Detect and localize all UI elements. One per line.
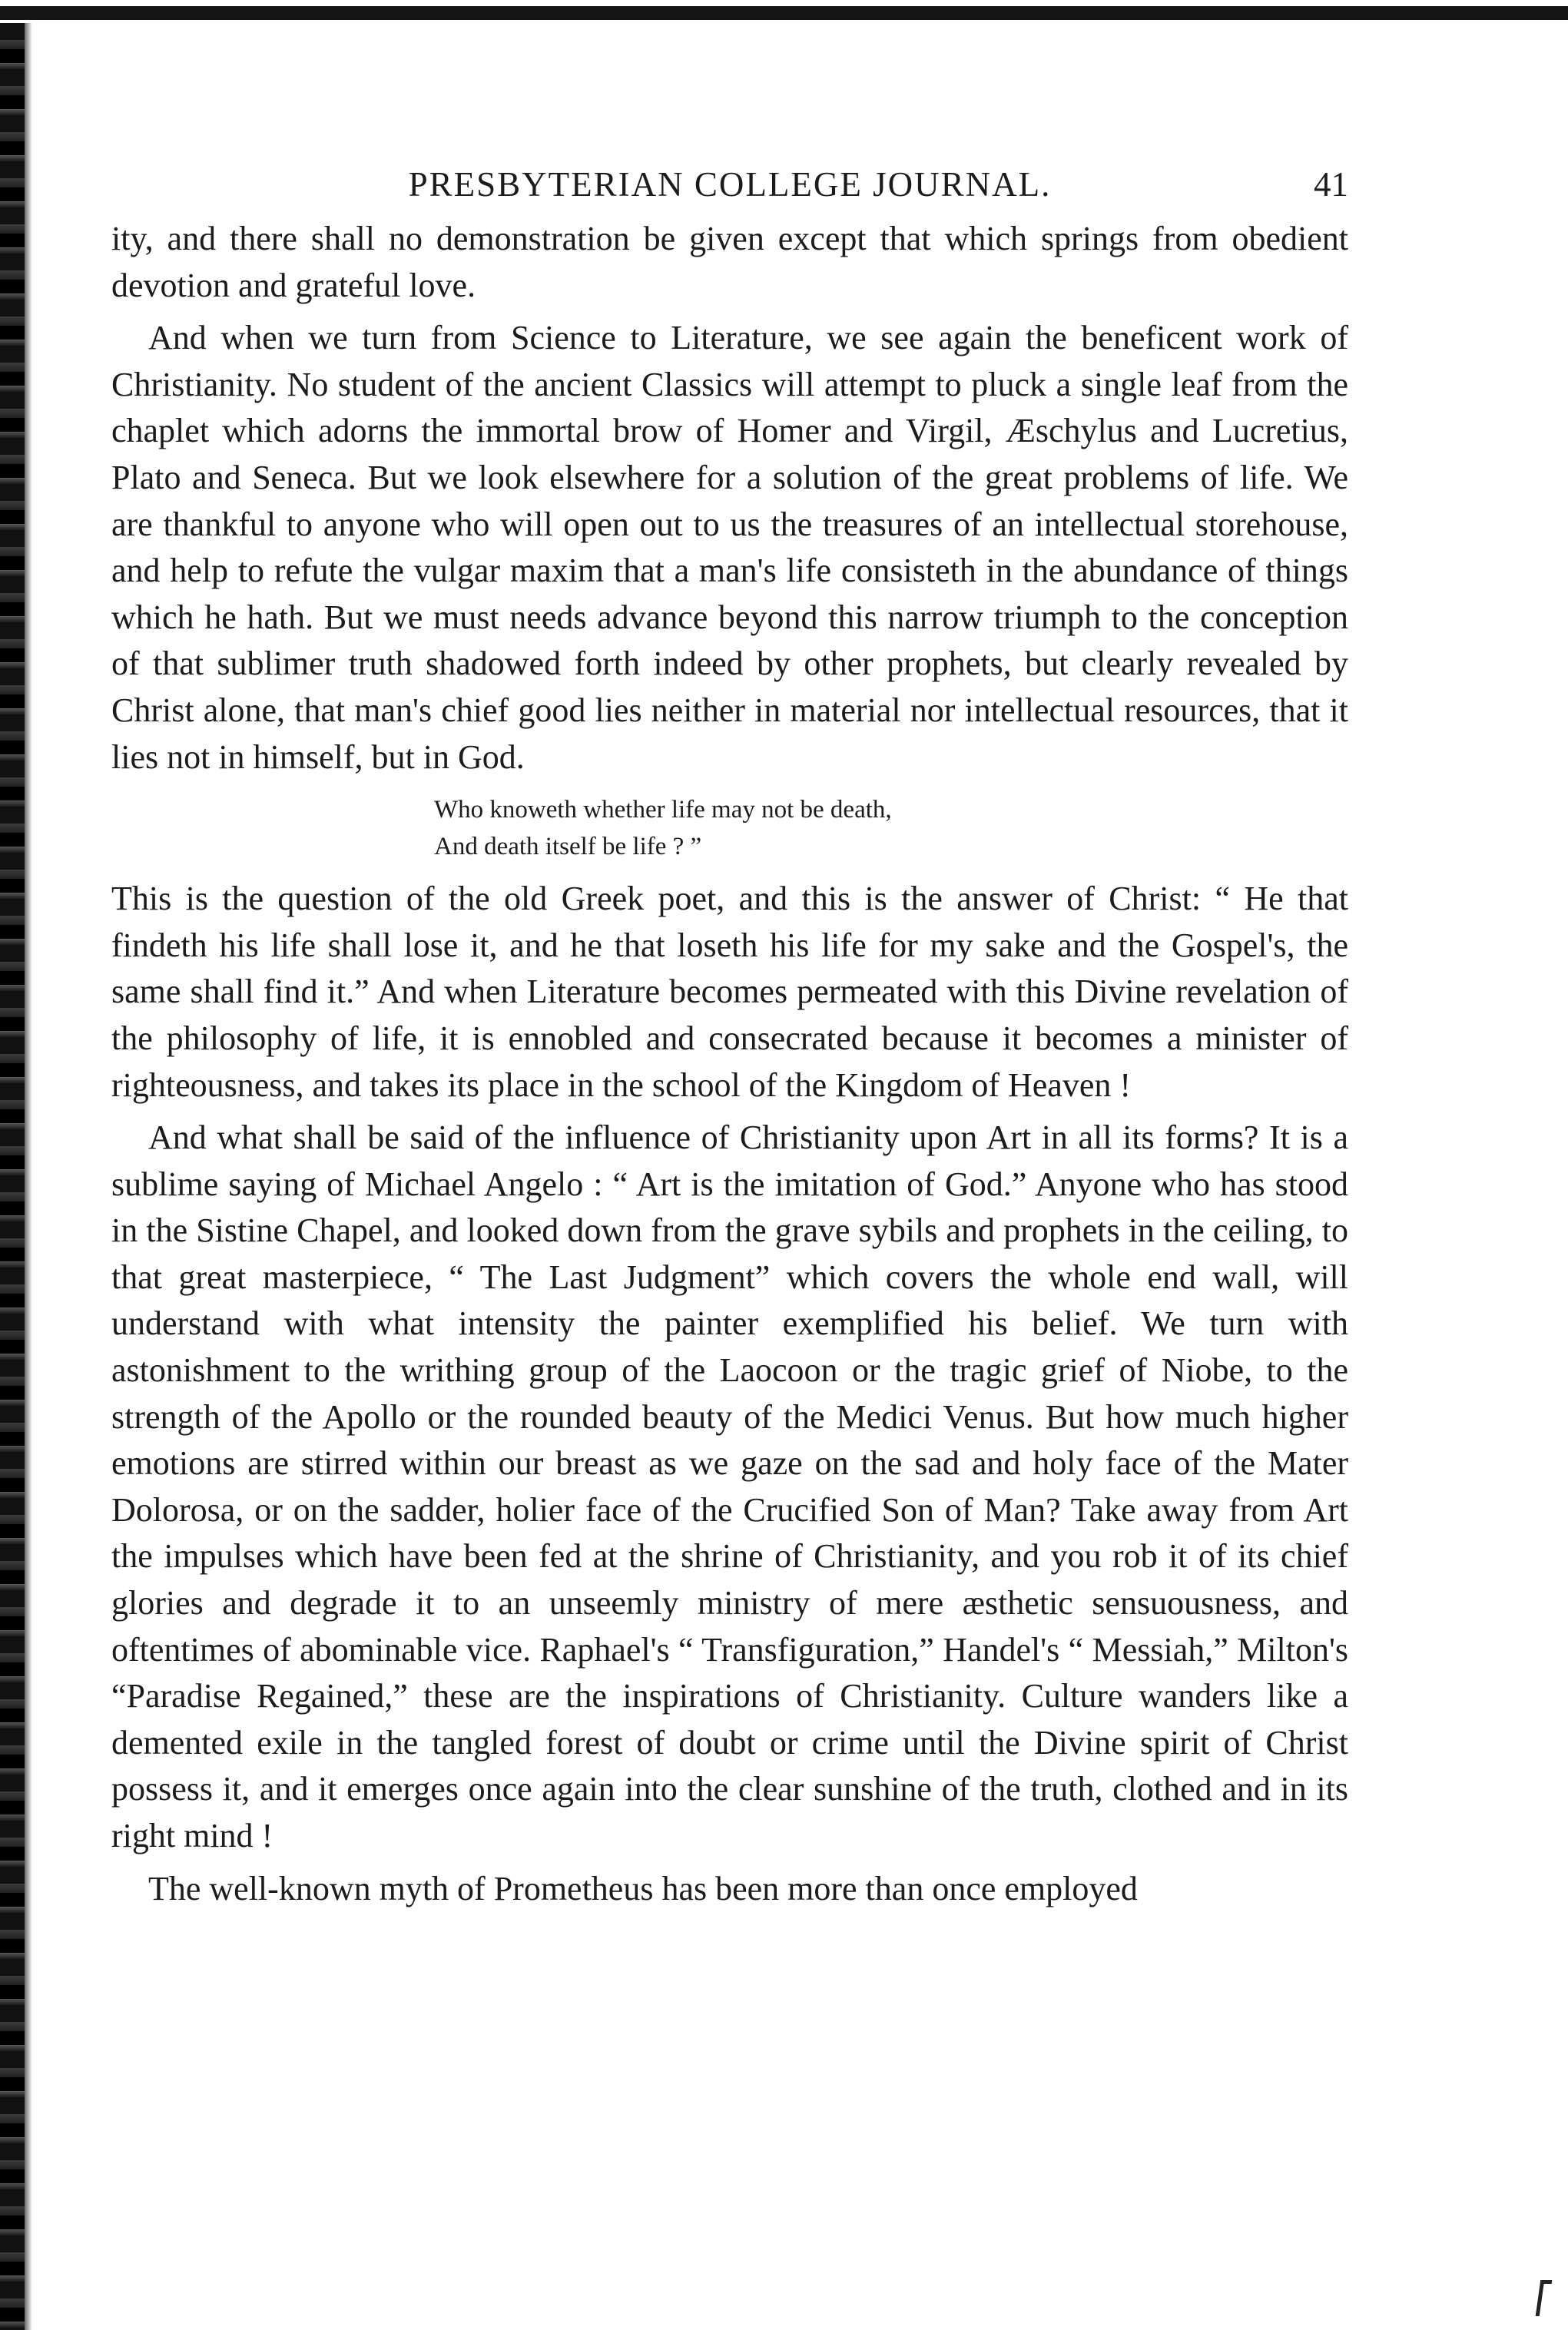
paragraph-answer-of-christ: This is the question of the old Greek poet, and this is the answer of Christ: “ He that findeth his life shall lose it, and he that loseth his life for my sake and the Gospel's, the same shall find it.” And when Literature becomes permeated with this Divine revelation of the philosophy of life, it is ennobled and consecrated because it becomes a minister of righteousness, and takes its place in the school of the Kingdom of Heaven ! [111, 880, 1348, 1104]
binding-edge-fade [25, 23, 32, 2330]
verse-line-1: Who knoweth whether life may not be death, [434, 796, 892, 824]
paragraph-continuation: ity, and there shall no demonstration be given except that which springs from obedient devotion and grateful love. [111, 220, 1348, 304]
page-number: 41 [1314, 165, 1348, 204]
paragraph-literature: And when we turn from Science to Literature, we see again the beneficent work of Christianity. No student of the ancient Classics will attempt to pluck a single leaf from the chaplet which adorns the immortal brow of Homer and Virgil, Æschylus and Lucretius, Plato and Seneca. But we look elsewhere for a solution of the great problems of life. We are thankful to anyone who will open out to us the treasures of an intellectual storehouse, and help to refute the vulgar maxim that a man's life consisteth in the abundance of things which he hath. But we must needs advance beyond this narrow triumph to the conception of that sublimer truth shadowed forth indeed by other prophets, but clearly revealed by Christ alone, that man's chief good lies neither in material nor intellectual resources, that it lies not in himself, but in God. [111, 319, 1348, 776]
corner-mark [1536, 2280, 1553, 2316]
journal-page [111, 157, 1348, 1912]
verse-line-2: And death itself be life ? ” [434, 833, 702, 861]
verse-quotation [434, 791, 1348, 865]
top-border-rule [0, 6, 1568, 20]
binding-edge-shadow [0, 23, 25, 2330]
paragraph-art: And what shall be said of the influence of Christianity upon Art in all its forms? It is a sublime saying of Michael Angelo : “ Art is the imitation of God.” Anyone who has stood in the Sistine Chapel, and looked down from the grave sybils and prophets in the ceiling, to that great masterpiece, “ The Last Judgment” which covers the whole end wall, will understand with what intensity the painter exemplified his belief. We turn with astonishment to the writhing group of the Laocoon or the tragic grief of Niobe, to the strength of the Apollo or the rounded beauty of the Medici Venus. But how much higher emotions are stirred within our breast as we gaze on the sad and holy face of the Mater Dolorosa, or on the sadder, holier face of the Crucified Son of Man? Take away from Art the impulses which have been fed at the shrine of Christianity, and you rob it of its chief glories and degrade it to an unseemly ministry of mere æsthetic sensuousness, and oftentimes of abominable vice. Raphael's “ Transfiguration,” Handel's “ Messiah,” Milton's “Paradise Regained,” these are the inspirations of Christianity. Culture wanders like a demented exile in the tangled forest of doubt or crime until the Divine spirit of Christ possess it, and it emerges once again into the clear sunshine of the truth, clothed and in its right mind ! [111, 1119, 1348, 1854]
journal-title: PRESBYTERIAN COLLEGE JOURNAL. [408, 165, 1052, 204]
running-head [111, 157, 1348, 211]
paragraph-prometheus: The well-known myth of Prometheus has been more than once employed [148, 1869, 1138, 1907]
